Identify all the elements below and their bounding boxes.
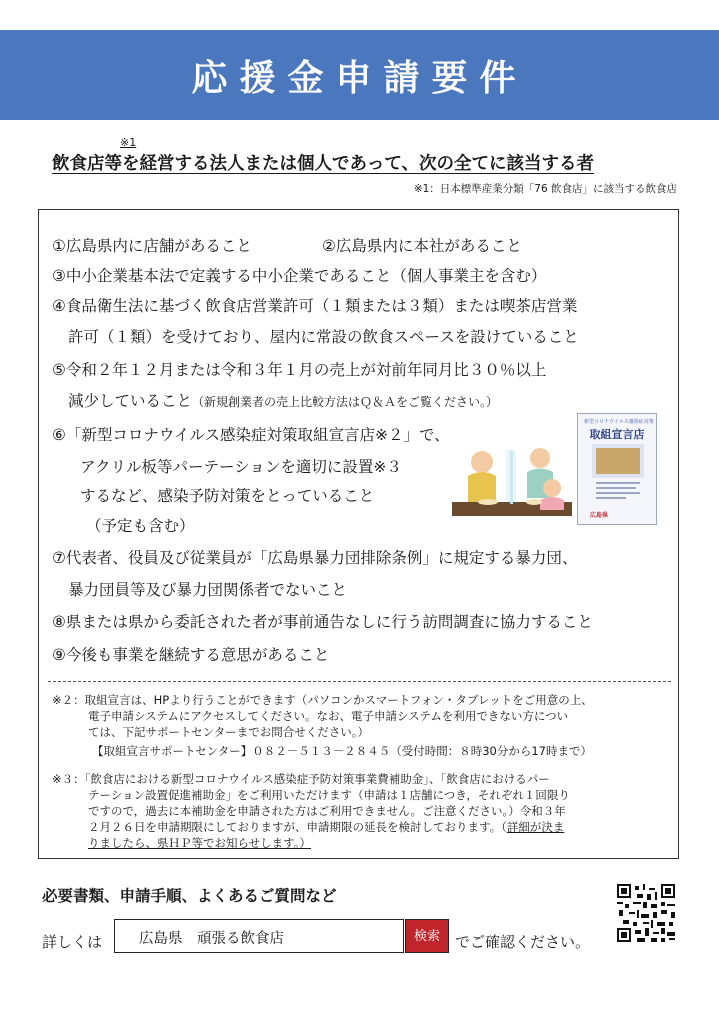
subtitle-footnote-mark: ※1 — [120, 136, 137, 149]
poster-heading: 新型コロナウイルス感染症対策 — [584, 419, 654, 425]
requirement-2: ②広島県内に本社があること — [322, 237, 522, 255]
requirement-8: ⑧県または県から委託された者が事前通告なしに行う訪問調査に協力すること — [52, 613, 593, 631]
partition-illustration — [452, 440, 572, 526]
requirement-5-note: （新規創業者の売上比較方法はＱ＆Ａをご覧ください。） — [192, 395, 499, 409]
qr-code-icon[interactable] — [617, 884, 675, 942]
subtitle: 飲食店等を経営する法人または個人であって、次の全てに該当する者 — [52, 154, 594, 174]
note-3-line4-text: ２月２６日を申請期限にしておりますが、申請期限の延長を検討しております。（ — [88, 820, 507, 834]
note-2-line3: ては、下記サポートセンターまでお問合せください。） — [88, 725, 369, 739]
details-label: 詳しくは — [42, 933, 103, 951]
requirement-6-line2: アクリル板等パーテーションを適切に設置※３ — [80, 458, 402, 476]
note-3-line4 — [88, 819, 564, 835]
declaration-poster — [577, 413, 657, 525]
note-3-line1: ※３：「飲食店における新型コロナウイルス感染症予防対策事業費補助金」、「飲食店におけるパー — [52, 772, 550, 786]
search-button[interactable]: 検索 — [405, 919, 449, 953]
poster-title: 取組宣言店 — [589, 428, 645, 441]
note-2-line1: ※２：取組宣言は、HPより行うことができます（パソコンかスマートフォン・タブレットをご用意の上、 — [52, 693, 593, 707]
requirement-4-line2: 許可（１類）を受けており、屋内に常設の飲食スペースを設けていること — [68, 328, 579, 346]
poster-body-image — [592, 444, 644, 504]
requirement-5-text: 減少していること — [68, 392, 193, 410]
note-3-line4-underlined: 詳細が決ま — [506, 820, 565, 834]
requirement-5-line2 — [68, 391, 498, 412]
requirement-6-line3: するなど、感染予防対策をとっていること — [80, 487, 375, 505]
requirement-5-line1: ⑤令和２年１２月または令和３年１月の売上が対前年同月比３０％以上 — [52, 361, 547, 379]
requirement-7-line2: 暴力団員等及び暴力団関係者でないこと — [68, 581, 348, 599]
search-input[interactable]: 広島県 頑張る飲食店 — [114, 919, 404, 953]
page-title: 応援金申請要件 — [191, 57, 528, 99]
requirement-3: ③中小企業基本法で定義する中小企業であること（個人事業主を含む） — [52, 267, 547, 285]
notes-divider — [48, 681, 671, 682]
confirm-text: でご確認ください。 — [455, 933, 591, 951]
requirement-1: ①広島県内に店舗があること — [52, 237, 252, 255]
note-3-line2: テーション設置促進補助金」をご利用いただけます（申請は１店舗につき，それぞれ１回限り — [88, 788, 570, 802]
requirement-6-line1: ⑥「新型コロナウイルス感染症対策取組宣言店※２」で、 — [52, 426, 450, 444]
footnote-1: ※1：日本標準産業分類「76 飲食店」に該当する飲食店 — [413, 183, 677, 195]
requirement-9: ⑨今後も事業を継続する意思があること — [52, 646, 330, 664]
note-2-line2: 電子申請システムにアクセスしてください。なお、電子申請システムを利用できない方につい — [88, 709, 569, 723]
note-3-line3: ですので，過去に本補助金を申請された方はご利用できません。ご注意ください。）令和３年 — [88, 804, 566, 818]
requirement-4-line1: ④食品衛生法に基づく飲食店営業許可（１類または３類）または喫茶店営業 — [52, 297, 578, 315]
page-header — [0, 30, 719, 120]
requirement-6-line4: （予定も含む） — [86, 517, 195, 535]
bottom-heading: 必要書類、申請手順、よくあるご質問など — [42, 887, 337, 905]
requirement-7-line1: ⑦代表者、役員及び従業員が「広島県暴力団排除条例」に規定する暴力団、 — [52, 549, 578, 567]
poster-logo: 広島県 — [590, 512, 609, 519]
note-2-line4: 【取組宣言サポートセンター】０８２－５１３－２８４５（受付時間：８時30分から17時まで） — [92, 744, 592, 758]
note-3-line5: りましたら、県ＨＰ等でお知らせします。） — [88, 836, 311, 850]
